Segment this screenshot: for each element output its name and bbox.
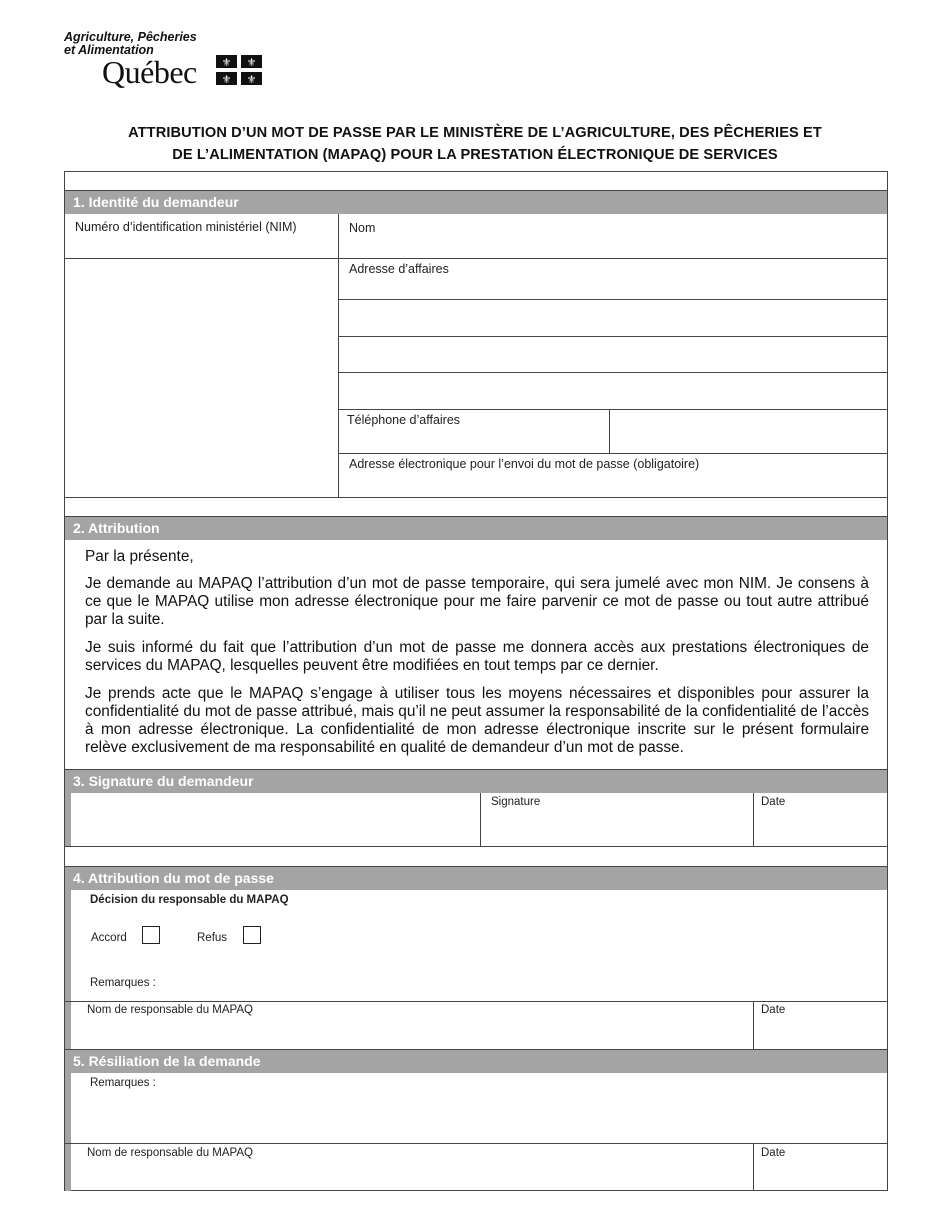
signature-date-field[interactable] xyxy=(755,812,886,845)
responsable-label: Nom de responsable du MAPAQ xyxy=(87,1004,253,1016)
divider xyxy=(753,1001,754,1049)
signature-label: Signature xyxy=(491,796,541,808)
form-title xyxy=(70,122,880,166)
divider xyxy=(753,1143,754,1191)
adresse-field-2[interactable] xyxy=(340,301,886,335)
attribution-date-field[interactable] xyxy=(755,1020,886,1048)
telephone-field[interactable] xyxy=(340,430,608,452)
attribution-intro: Par la présente, xyxy=(85,548,194,565)
divider xyxy=(480,793,481,847)
refus-label: Refus xyxy=(197,932,228,944)
divider xyxy=(609,409,610,453)
margin-bar xyxy=(65,793,71,847)
svg-text:⚜: ⚜ xyxy=(246,56,257,69)
form-title-line-2: DE L’ALIMENTATION (MAPAQ) POUR LA PRESTATION ÉLECTRONIQUE DE SERVICES xyxy=(172,147,778,163)
telephone-label: Téléphone d’affaires xyxy=(347,413,461,427)
telephone-extra-field[interactable] xyxy=(611,411,886,452)
ministry-line-2: et Alimentation xyxy=(64,43,154,57)
resiliation-date-label: Date xyxy=(761,1147,786,1159)
resiliation-remarques-label: Remarques : xyxy=(90,1077,156,1089)
resiliation-responsable-field[interactable] xyxy=(73,1163,751,1189)
attribution-date-label: Date xyxy=(761,1004,786,1016)
svg-text:⚜: ⚜ xyxy=(221,73,232,85)
quebec-wordmark: Québec xyxy=(102,54,197,90)
signature-date-label: Date xyxy=(761,796,786,808)
adresse-field-3[interactable] xyxy=(340,338,886,371)
divider xyxy=(338,299,888,300)
accord-label: Accord xyxy=(91,932,127,944)
attribution-paragraph-3: Je prends acte que le MAPAQ s’engage à utiliser tous les moyens nécessaires et disponibles pour assurer la confidentialité du mot de passe attribué, mais qu’il ne peut assumer la responsabilité de la confidentialité de l’accès à mon adresse électronique. La confidentialité de mon adresse électronique inscrite sur le présent formulaire relève exclusivement de ma responsabilité en qualité de demandeur d’un mot de passe. xyxy=(85,685,869,756)
refus-checkbox[interactable] xyxy=(243,926,261,944)
remarques-label: Remarques : xyxy=(90,977,156,989)
margin-bar xyxy=(65,890,71,1050)
nom-label: Nom xyxy=(349,221,376,235)
divider xyxy=(64,1143,888,1144)
divider xyxy=(64,846,888,847)
email-label: Adresse électronique pour l’envoi du mot de passe (obligatoire) xyxy=(349,457,700,471)
margin-bar xyxy=(65,1073,71,1191)
divider xyxy=(64,258,888,259)
nim-field[interactable] xyxy=(66,236,336,257)
divider xyxy=(338,336,888,337)
adresse-field-4[interactable] xyxy=(340,374,886,408)
adresse-field-1[interactable] xyxy=(340,279,886,298)
remarques-field[interactable] xyxy=(160,970,880,998)
resiliation-date-field[interactable] xyxy=(755,1163,886,1189)
ministry-line-1: Agriculture, Pêcheries xyxy=(64,30,197,44)
section-2-heading: 2. Attribution xyxy=(65,517,887,540)
divider xyxy=(338,409,888,410)
decision-label: Décision du responsable du MAPAQ xyxy=(90,894,289,906)
divider xyxy=(338,453,888,454)
divider xyxy=(64,190,888,191)
divider xyxy=(338,214,339,498)
section-5-heading: 5. Résiliation de la demande xyxy=(65,1050,887,1073)
divider xyxy=(338,372,888,373)
attribution-paragraph-2: Je suis informé du fait que l’attribution d’un mot de passe me donnera accès aux prestations électroniques de services du MAPAQ, lesquelles peuvent être modifiées en tout temps par ce dernier. xyxy=(85,639,869,674)
form-title-line-1: ATTRIBUTION D’UN MOT DE PASSE PAR LE MINISTÈRE DE L’AGRICULTURE, DES PÊCHERIES ET xyxy=(128,125,822,141)
adresse-affaires-label: Adresse d’affaires xyxy=(349,262,449,276)
signature-field[interactable] xyxy=(482,812,752,845)
accord-checkbox[interactable] xyxy=(142,926,160,944)
divider xyxy=(64,1001,888,1002)
svg-text:⚜: ⚜ xyxy=(221,56,232,69)
fleurdelise-flag-icon xyxy=(216,55,262,85)
attribution-paragraph-1: Je demande au MAPAQ l’attribution d’un mot de passe temporaire, qui sera jumelé avec mon NIM. Je consens à ce que le MAPAQ utilise mon adresse électronique pour me faire parvenir ce mot de passe ou tout autre attribué par la suite. xyxy=(85,575,869,628)
svg-text:⚜: ⚜ xyxy=(246,73,257,85)
nim-label: Numéro d’identification ministériel (NIM) xyxy=(75,220,297,234)
nom-field[interactable] xyxy=(340,238,886,257)
divider xyxy=(753,793,754,847)
resiliation-responsable-label: Nom de responsable du MAPAQ xyxy=(87,1147,253,1159)
responsable-field[interactable] xyxy=(73,1020,751,1048)
section-3-heading: 3. Signature du demandeur xyxy=(65,770,887,793)
resiliation-remarques-field[interactable] xyxy=(73,1094,885,1141)
section-1-heading: 1. Identité du demandeur xyxy=(65,191,887,214)
email-field[interactable] xyxy=(340,474,886,496)
divider xyxy=(64,497,888,498)
section-4-heading: 4. Attribution du mot de passe xyxy=(65,867,887,890)
